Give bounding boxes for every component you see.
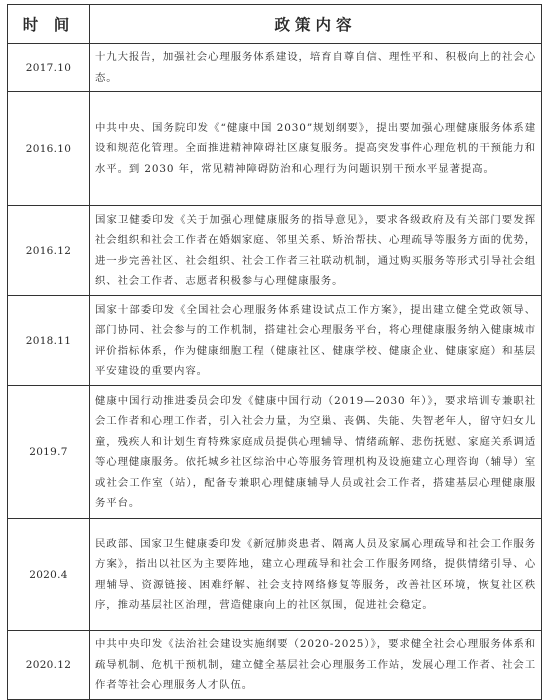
- row-policy-text: 中共中央、国务院印发《“健康中国 2030”规划纲要》，提出要加强心理健康服务体系建设和规范化管理。全面推进精神障碍社区康复服务。提高突发事件心理危机的干预能力和水平。到 2030 年，常见精神障碍防治和心理行为问题识别干预水平显著提高。: [90, 92, 542, 206]
- row-time: 2018.11: [8, 296, 90, 386]
- table-row: [8, 206, 542, 296]
- row-time: 2016.12: [8, 206, 90, 296]
- row-time: 2017.10: [8, 44, 90, 92]
- table-row: [8, 92, 542, 206]
- header-time: 时 间: [8, 5, 90, 44]
- row-policy-text: 国家卫健委印发《关于加强心理健康服务的指导意见》，要求各级政府及有关部门要发挥社会组织和社会工作者在婚姻家庭、邻里关系、矫治帮扶、心理疏导等服务方面的优势，进一步完善社区、社会组织、社会工作者三社联动机制，通过购买服务等形式引导社会组织、社会工作者、志愿者积极参与心理健康服务。: [90, 206, 542, 296]
- table-row: [8, 631, 542, 700]
- table-row: [8, 296, 542, 386]
- row-policy-text: 健康中国行动推进委员会印发《健康中国行动（2019—2030 年）》，要求培训专兼职社会工作者和心理工作者，引入社会力量，为空巢、丧偶、失能、失智老年人，留守妇女儿童，残疾人和计划生育特殊家庭成员提供心理辅导、情绪疏解、悲伤抚慰、家庭关系调适等心理健康服务。依托城乡社区综治中心等服务管理机构及设施建立心理咨询（辅导）室或社会工作室（站），配备专兼职心理健康辅导人员或社会工作者，搭建基层心理健康服务平台。: [90, 386, 542, 519]
- header-row: [8, 5, 542, 44]
- table-row: [8, 519, 542, 631]
- row-policy-text: 民政部、国家卫生健康委印发《新冠肺炎患者、隔离人员及家属心理疏导和社会工作服务方案》，指出以社区为主要阵地，建立心理疏导和社会工作服务网络，提供情绪引导、心理辅导、资源链接、困难纾解、社会支持网络修复等服务，改善社区环境，恢复社区秩序，推动基层社区治理，营造健康向上的社区氛围，促进社会稳定。: [90, 519, 542, 631]
- row-time: 2020.4: [8, 519, 90, 631]
- row-policy-text: 国家十部委印发《全国社会心理服务体系建设试点工作方案》，提出建立健全党政领导、部门协同、社会参与的工作机制，搭建社会心理服务平台，将心理健康服务纳入健康城市评价指标体系，作为健康细胞工程（健康社区、健康学校、健康企业、健康家庭）和基层平安建设的重要内容。: [90, 296, 542, 386]
- row-policy-text: 十九大报告，加强社会心理服务体系建设，培育自尊自信、理性平和、积极向上的社会心态。: [90, 44, 542, 92]
- table-row: [8, 44, 542, 92]
- row-policy-text: 中共中央印发《法治社会建设实施纲要（2020-2025）》，要求健全社会心理服务体系和疏导机制、危机干预机制，建立健全基层社会心理服务工作站，发展心理工作者、社会工作者等社会心理服务人才队伍。: [90, 631, 542, 700]
- row-time: 2016.10: [8, 92, 90, 206]
- row-time: 2019.7: [8, 386, 90, 519]
- policy-timeline-table: [7, 4, 542, 700]
- header-content: 政策内容: [90, 5, 542, 44]
- table-row: [8, 386, 542, 519]
- row-time: 2020.12: [8, 631, 90, 700]
